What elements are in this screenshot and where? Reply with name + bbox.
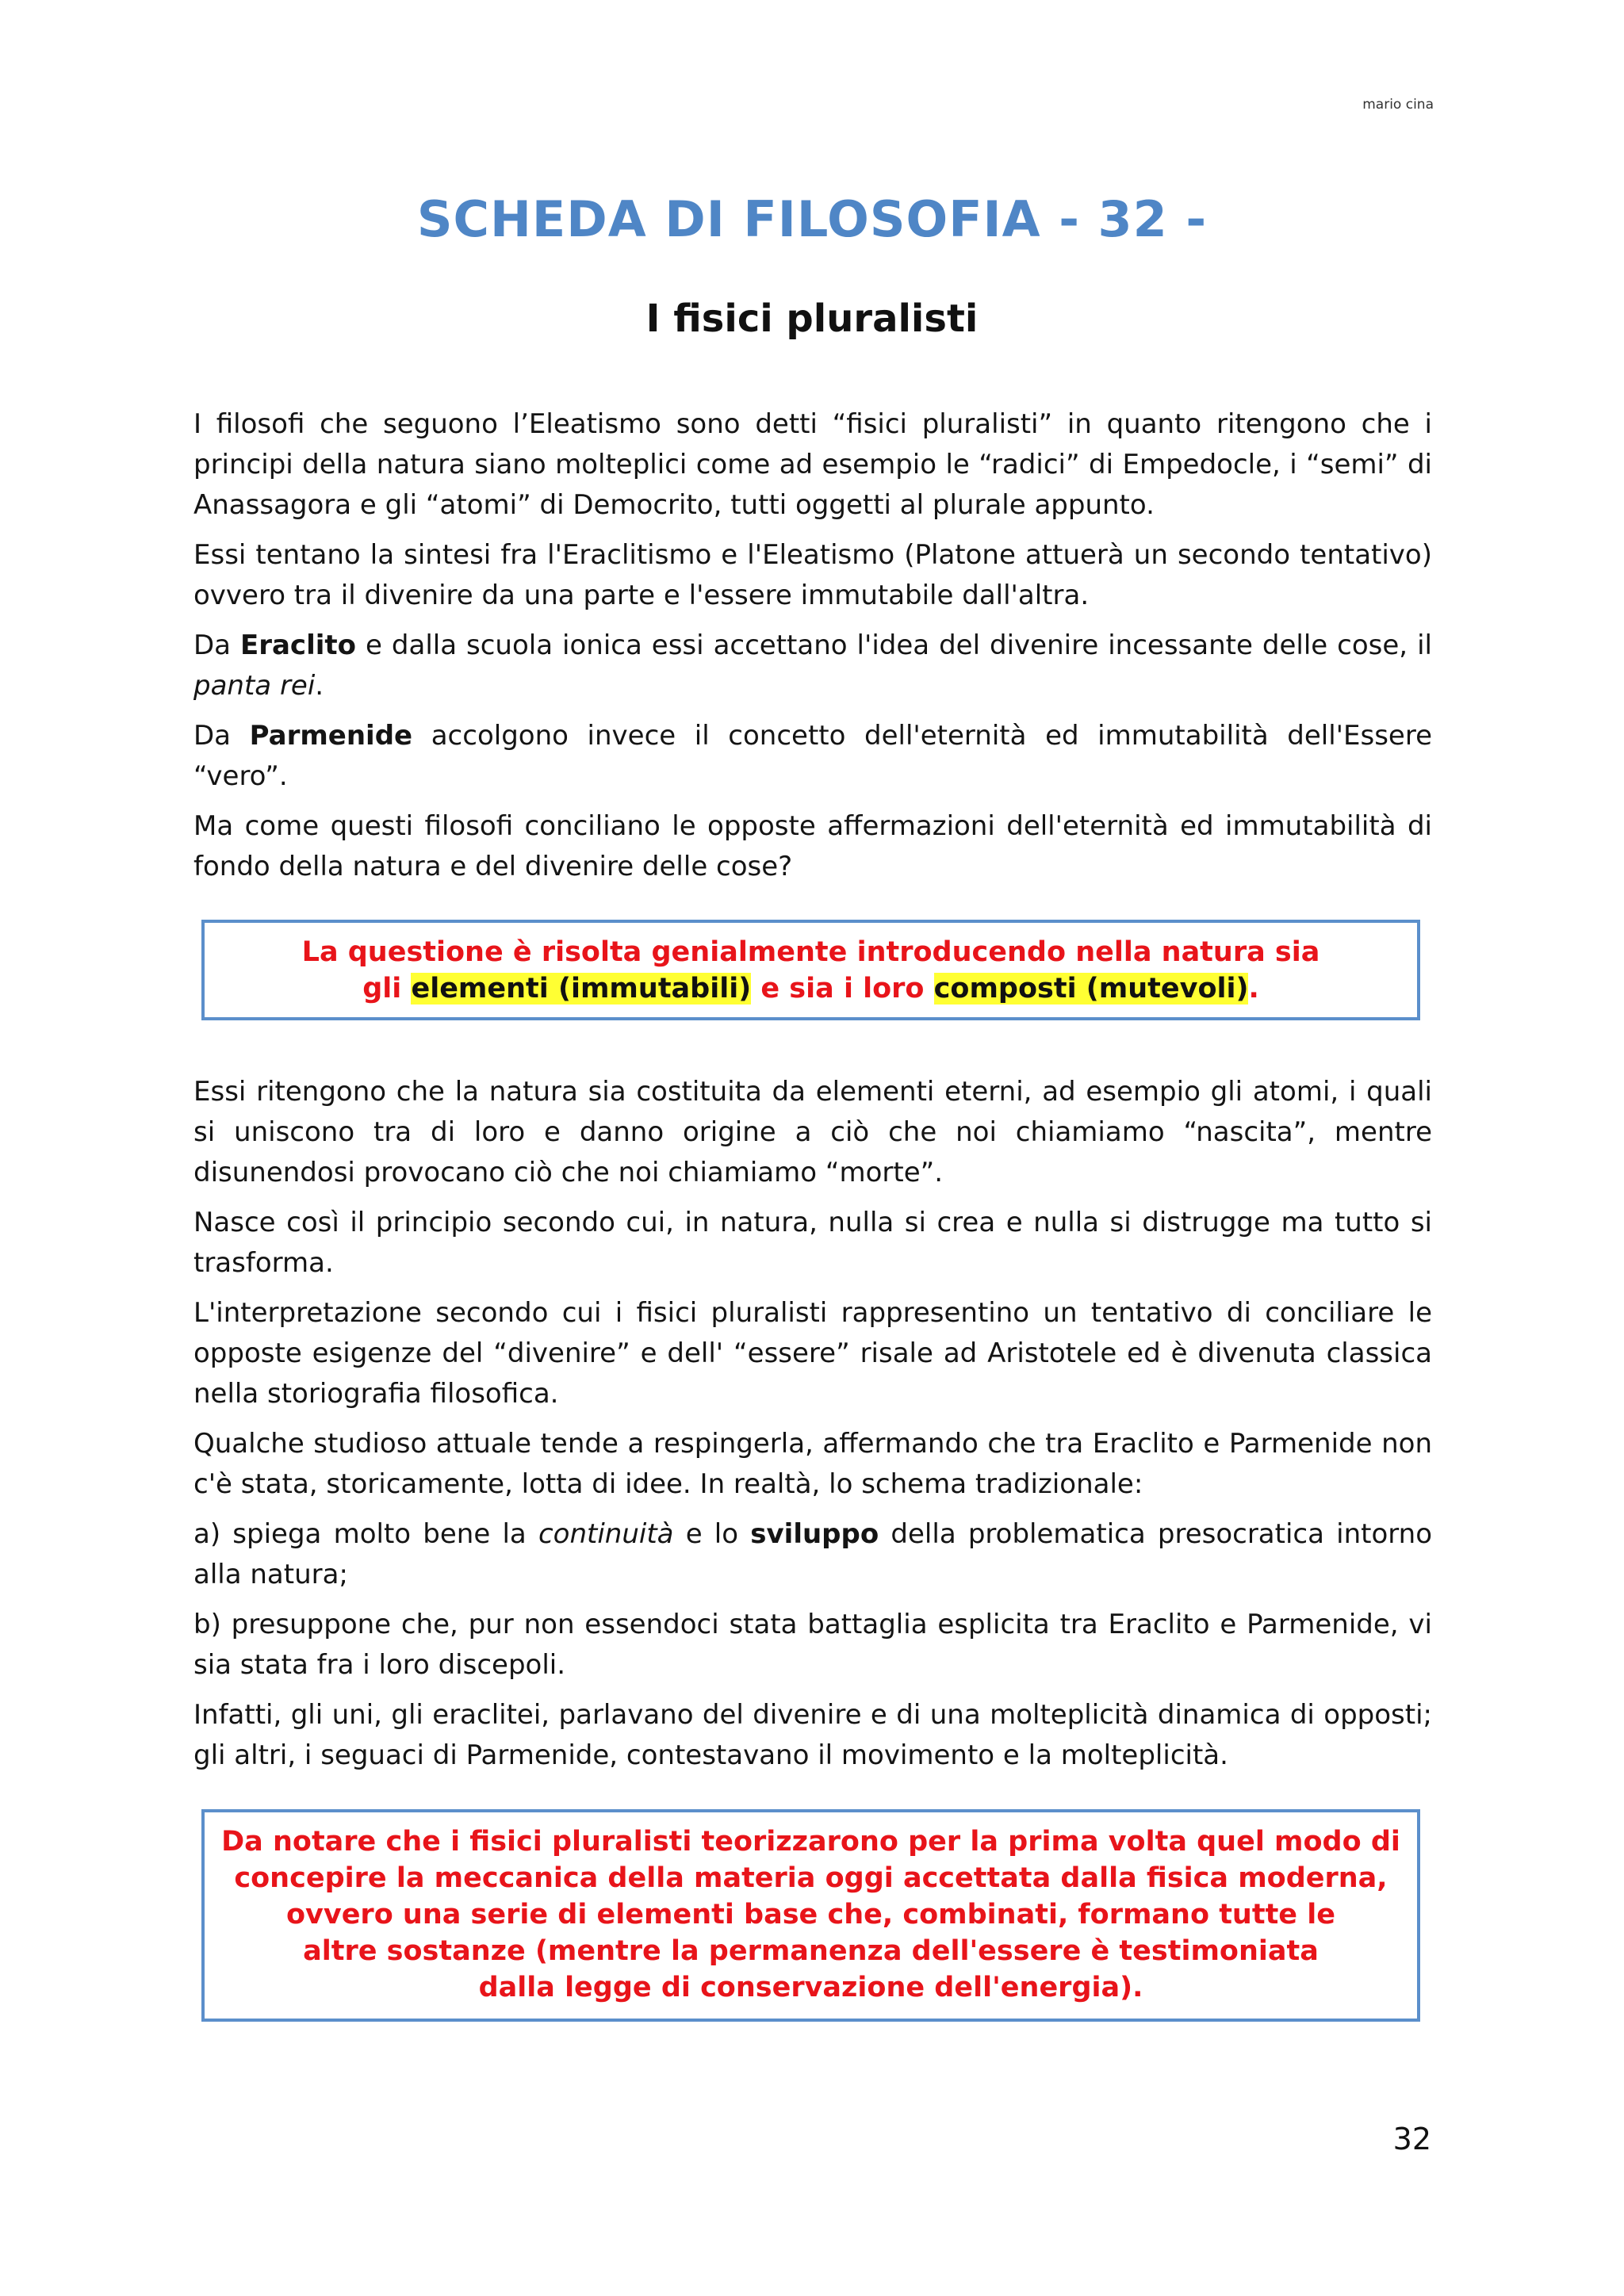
text-run: accolgono invece il concetto dell'eternità ed immutabilità dell'Essere “vero”. <box>193 720 1433 792</box>
text-run: . <box>1248 973 1259 1004</box>
bold-term-eraclito: Eraclito <box>240 629 357 661</box>
text-run: gli <box>362 973 412 1004</box>
paragraph: Essi tentano la sintesi fra l'Eraclitismo e l'Eleatismo (Platone attuerà un secondo tentativo) ovvero tra il divenire da una parte e l'essere immutabile dall'altra. <box>193 539 1432 611</box>
author-name: mario cina <box>1362 97 1434 113</box>
main-section <box>193 1072 1432 1785</box>
page-title: SCHEDA DI FILOSOFIA - 32 - <box>416 190 1208 248</box>
note-line: dalla legge di conservazione dell'energia). <box>478 1972 1143 2003</box>
text-run: della problematica presocratica intorno alla natura; <box>193 1518 1433 1590</box>
highlight-elementi: elementi (immutabili) <box>411 973 752 1004</box>
paragraph: L'interpretazione secondo cui i fisici pluralisti rappresentino un tentativo di conciliare le opposte esigenze del “divenire” e dell' “essere” risale ad Aristotele ed è divenuta classica nella storiografia filosofica. <box>193 1297 1432 1410</box>
note-line: altre sostanze (mentre la permanenza dell'essere è testimoniata <box>303 1935 1319 1967</box>
paragraph: Essi ritengono che la natura sia costituita da elementi eterni, ad esempio gli atomi, i quali si uniscono tra di loro e danno origine a ciò che noi chiamiamo “nascita”, mentre disunendosi provocano ciò che noi chiamiamo “morte”. <box>193 1076 1432 1188</box>
text-run: e dalla scuola ionica essi accettano l'idea del divenire incessante delle cose, il <box>356 629 1432 661</box>
page-number: 32 <box>1392 2122 1431 2156</box>
text-run: Da <box>193 629 240 661</box>
paragraph: Infatti, gli uni, gli eraclitei, parlavano del divenire e di una molteplicità dinamica di opposti; gli altri, i seguaci di Parmenide, contestavano il movimento e la molteplicità. <box>193 1699 1432 1771</box>
text-run: e lo <box>673 1518 751 1550</box>
intro-section <box>193 404 1432 897</box>
paragraph: Nasce così il principio secondo cui, in natura, nulla si crea e nulla si distrugge ma tutto si trasforma. <box>193 1207 1432 1279</box>
paragraph: Qualche studioso attuale tende a respingerla, affermando che tra Eraclito e Parmenide non c'è stata, storicamente, lotta di idee. In realtà, lo schema tradizionale: <box>193 1428 1432 1500</box>
highlight-composti: composti (mutevoli) <box>933 973 1249 1004</box>
conclusion-note-box <box>201 1809 1420 2022</box>
text-run: a) spiega molto bene la <box>193 1518 538 1550</box>
paragraph: I filosofi che seguono l’Eleatismo sono detti “fisici pluralisti” in quanto ritengono che i principi della natura siano molteplici come ad esempio le “radici” di Empedocle, i “semi” di Anassagora e gli “atomi” di Democrito, tutti oggetti al plurale appunto. <box>193 408 1432 521</box>
paragraph-parmenide <box>193 716 1432 797</box>
paragraph-eraclito <box>193 626 1432 706</box>
bold-term-parmenide: Parmenide <box>249 720 413 752</box>
highlight-note-box <box>201 920 1420 1020</box>
paragraph-list-b: b) presuppone che, pur non essendoci stata battaglia esplicita tra Eraclito e Parmenide, vi sia stata fra i loro discepoli. <box>193 1609 1432 1681</box>
italic-term-panta-rei: panta rei <box>193 670 316 702</box>
note-line: ovvero una serie di elementi base che, combinati, formano tutte le <box>286 1899 1335 1931</box>
note-line: Da notare che i fisici pluralisti teorizzarono per la prima volta quel modo di <box>221 1826 1400 1858</box>
paragraph-list-a <box>193 1514 1432 1595</box>
text-run: Da <box>193 720 250 752</box>
bold-term-sviluppo: sviluppo <box>750 1518 879 1550</box>
paragraph: Ma come questi filosofi conciliano le opposte affermazioni dell'eternità ed immutabilità di fondo della natura e del divenire delle cose? <box>193 810 1432 882</box>
note-line: concepire la meccanica della materia oggi accettata dalla fisica moderna, <box>234 1862 1388 1894</box>
italic-term-continuita: continuità <box>538 1518 674 1550</box>
note-line <box>205 970 1417 1007</box>
text-run: . <box>315 670 324 702</box>
text-run: e sia i loro <box>751 973 934 1004</box>
note-line: La questione è risolta genialmente introducendo nella natura sia <box>301 936 1320 968</box>
page-subtitle: I fisici pluralisti <box>645 297 979 341</box>
